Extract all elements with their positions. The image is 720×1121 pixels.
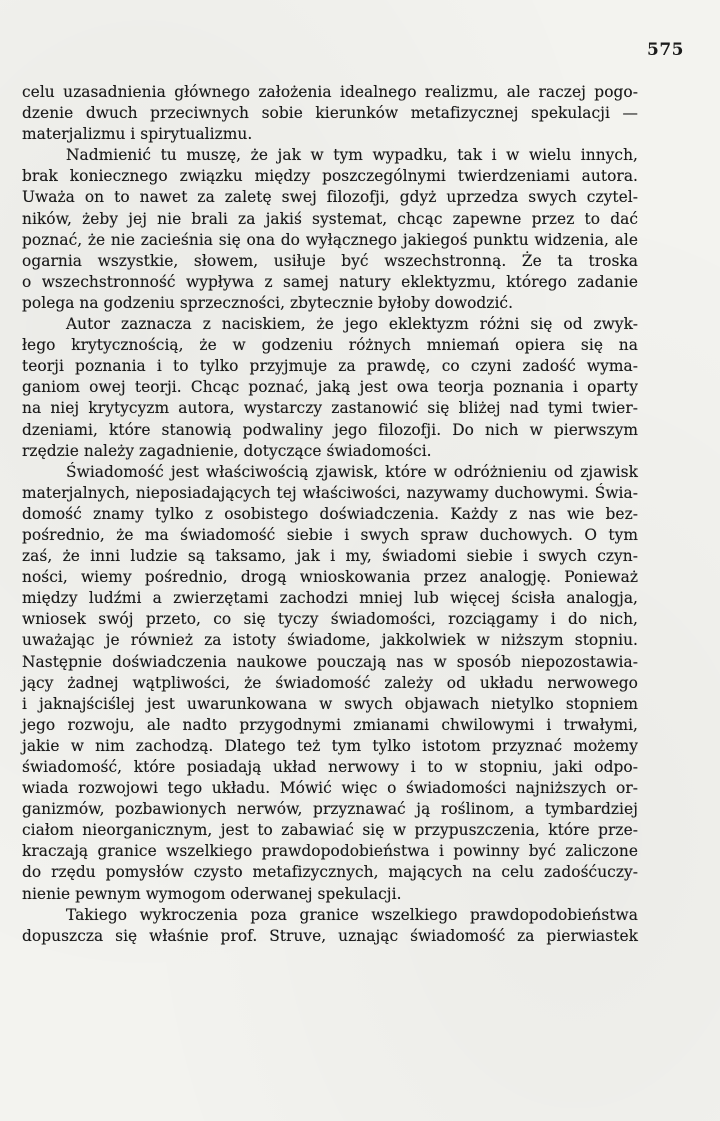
text-line: wniosek swój przeto, co się tyczy świadomości, rozciągamy i do nich, (22, 610, 638, 629)
text-line: ników, żeby jej nie brali za jakiś systemat, chcąc zapewne przez to dać (22, 209, 638, 228)
text-line: teorji poznania i to tylko przyjmuje za prawdę, co czyni zadość wyma- (22, 357, 638, 376)
text-line: domość znamy tylko z osobistego doświadczenia. Każdy z nas wie bez- (22, 504, 638, 523)
text-line: zaś, że inni ludzie są taksamo, jak i my, świadomi siebie i swych czyn- (22, 547, 638, 566)
text-line: Takiego wykroczenia poza granice wszelkiego prawdopodobieństwa (66, 905, 638, 924)
text-line: do rzędu pomysłów czysto metafizycznych, mających na celu zadośćuczy- (22, 863, 638, 882)
text-line: materjalizmu i spirytualizmu. (22, 125, 253, 144)
text-line: brak koniecznego związku między poszczególnymi twierdzeniami autora. (22, 167, 638, 186)
text-line: Uważa on to nawet za zaletę swej filozofji, gdyż uprzedza swych czytel- (22, 188, 638, 207)
text-line: Nadmienić tu muszę, że jak w tym wypadku, tak i w wielu innych, (66, 146, 638, 165)
text-line: nienie pewnym wymogom oderwanej spekulacji. (22, 884, 402, 903)
text-line: ganizmów, pozbawionych nerwów, przyznawać ją roślinom, a tymbardziej (22, 800, 638, 819)
text-line: kraczają granice wszelkiego prawdopodobieństwa i powinny być zaliczone (22, 842, 638, 861)
text-line: celu uzasadnienia głównego założenia idealnego realizmu, ale raczej pogo- (22, 83, 638, 101)
text-line: jący żadnej wątpliwości, że świadomość zależy od układu nerwowego (22, 673, 638, 692)
text-line: świadomość, które posiadają układ nerwowy i to w stopniu, jaki odpo- (22, 758, 638, 776)
text-line: o wszechstronność wypływa z samej natury eklektyzmu, którego zadanie (22, 272, 638, 291)
text-line: dzeniami, które stanowią podwaliny jego filozofji. Do nich w pierwszym (22, 420, 638, 439)
text-line: Następnie doświadczenia naukowe pouczają nas w sposób niepozostawia- (22, 652, 638, 671)
text-line: polega na godzeniu sprzeczności, zbytecznie byłoby dowodzić. (22, 293, 514, 312)
body-text (22, 82, 638, 947)
text-line: jakie w nim zachodzą. Dlatego też tym tylko istotom przyznać możemy (22, 736, 638, 755)
text-line: ganiom owej teorji. Chcąc poznać, jaką jest owa teorja poznania i oparty (22, 378, 638, 397)
text-line: dzenie dwuch przeciwnych sobie kierunków metafizycznej spekulacji — (22, 104, 638, 123)
text-line: Autor zaznacza z naciskiem, że jego eklektyzm różni się od zwyk- (66, 315, 638, 334)
text-line: łego krytycznością, że w godzeniu różnych mniemań opiera się na (22, 336, 638, 355)
text-line: na niej krytycyzm autora, wystarczy zastanowić się bliżej nad tymi twier- (22, 399, 638, 418)
text-line: dopuszcza się właśnie prof. Struve, uznając świadomość za pierwiastek (22, 926, 638, 945)
text-line: materjalnych, nieposiadających tej właściwości, nazywamy duchowymi. Świa- (22, 483, 638, 502)
text-line: i jaknajściślej jest uwarunkowana w swych objawach nietylko stopniem (22, 694, 638, 713)
text-line: Świadomość jest właściwością zjawisk, które w odróżnieniu od zjawisk (66, 462, 638, 481)
page-number: 575 (647, 40, 684, 60)
text-line: między ludźmi a zwierzętami zachodzi mniej lub więcej ścisła analogja, (22, 589, 638, 608)
text-line: wiada rozwojowi tego układu. Mówić więc o świadomości najniższych or- (22, 779, 638, 798)
text-line: jego rozwoju, ale nadto przygodnymi zmianami chwilowymi i trwałymi, (22, 715, 638, 734)
text-line: poznać, że nie zacieśnia się ona do wyłącznego jakiegoś punktu widzenia, ale (22, 230, 638, 249)
text-line: ności, wiemy pośrednio, drogą wnioskowania przez analogję. Ponieważ (22, 568, 638, 587)
text-line: ogarnia wszystkie, słowem, usiłuje być wszechstronną. Że ta troska (22, 251, 638, 270)
text-line: pośrednio, że ma świadomość siebie i swych spraw duchowych. O tym (22, 525, 638, 544)
text-line: ciałom nieorganicznym, jest to zabawiać się w przypuszczenia, które prze- (22, 821, 638, 840)
text-line: uważając je również za istoty świadome, jakkolwiek w niższym stopniu. (22, 631, 638, 650)
text-line: rzędzie należy zagadnienie, dotyczące świadomości. (22, 441, 432, 460)
